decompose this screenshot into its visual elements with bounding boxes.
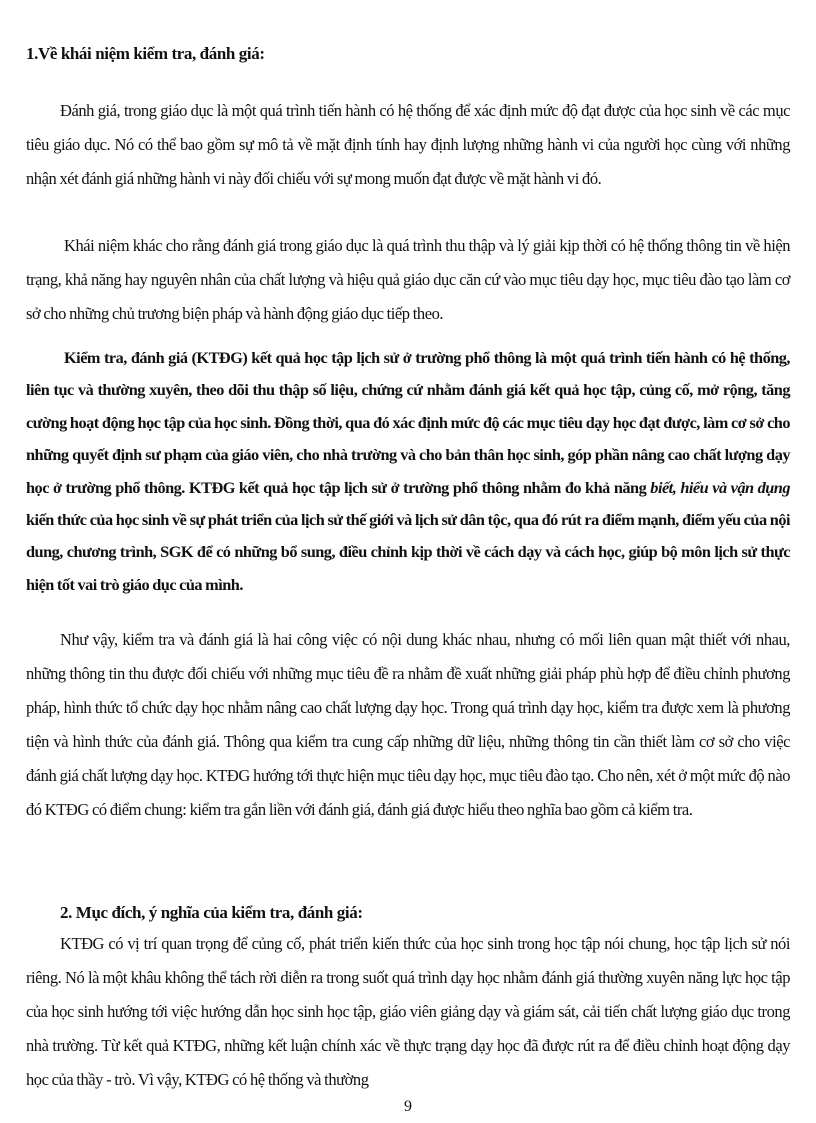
section-1-paragraph-1: Đánh giá, trong giáo dục là một quá trình tiến hành có hệ thống để xác định mức độ đạt được của học sinh về các mục tiêu giáo dục. Nó có thể bao gồm sự mô tả về mặt định tính hay định lượng những hành vi của người học cùng với những nhận xét đánh giá những hành vi này đối chiếu với sự mong muốn đạt được về mặt hành vi đó. <box>26 101 790 188</box>
bold-paragraph-text-start: Kiểm tra, đánh giá (KTĐG) kết quả học tập lịch sử ở trường phổ thông là một quá trình tiến hành có hệ thống, liên tục và thường xuyên, theo dõi thu thập số liệu, chứng cứ nhằm đánh giá kết quả học tập, củng cố, mở rộng, tăng cường hoạt động học tập của học sinh. Đồng thời, qua đó xác định mức độ các mục tiêu dạy học đạt được, làm cơ sở cho những quyết định sư phạm của giáo viên, cho nhà trường và cho bản thân học sinh, góp phần nâng cao chất lượng dạy học ở trường phổ thông. KTĐG kết quả học tập lịch sử ở trường phổ thông nhằm đo khả năng <box>26 348 790 497</box>
bold-paragraph-text-end: kiến thức của học sinh về sự phát triển của lịch sử thế giới và lịch sử dân tộc, qua đó rút ra điểm mạnh, điểm yếu của nội dung, chương trình, SGK để có những bổ sung, điều chỉnh kịp thời về cách dạy và cách học, giúp bộ môn lịch sử thực hiện tốt vai trò giáo dục của mình. <box>26 510 790 594</box>
bold-paragraph-emphasis: biết, hiểu và vận dụng <box>650 477 790 497</box>
section-1-bold-paragraph <box>26 342 790 601</box>
section-2-heading: 2. Mục đích, ý nghĩa của kiểm tra, đánh giá: <box>60 903 363 922</box>
section-2-paragraph: KTĐG có vị trí quan trọng để củng cố, phát triển kiến thức của học sinh trong học tập nói chung, học tập lịch sử nói riêng. Nó là một khâu không thể tách rời diễn ra trong suốt quá trình dạy học nhằm đánh giá thường xuyên năng lực học tập của học sinh hướng tới việc hướng dẫn học sinh học tập, giáo viên giảng dạy và giám sát, cải tiến chất lượng giáo dục trong nhà trường. Từ kết quả KTĐG, những kết luận chính xác về thực trạng dạy học đã được rút ra để điều chỉnh hoạt động dạy học của thầy - trò. Vì vậy, KTĐG có hệ thống và thường <box>26 934 790 1089</box>
section-1-paragraph-2: Khái niệm khác cho rằng đánh giá trong giáo dục là quá trình thu thập và lý giải kịp thời có hệ thống thông tin về hiện trạng, khả năng hay nguyên nhân của chất lượng và hiệu quả giáo dục căn cứ vào mục tiêu dạy học, mục tiêu đào tạo làm cơ sở cho những chủ trương biện pháp và hành động giáo dục tiếp theo. <box>26 236 790 323</box>
section-1-heading: 1.Về khái niệm kiểm tra, đánh giá: <box>26 44 265 63</box>
section-1-closing-paragraph: Như vậy, kiểm tra và đánh giá là hai công việc có nội dung khác nhau, nhưng có mối liên quan mật thiết với nhau, những thông tin thu được đối chiếu với những mục tiêu đề ra nhằm đề xuất những giải pháp phù hợp để điều chỉnh phương pháp, hình thức tổ chức dạy học nhằm nâng cao chất lượng dạy học. Trong quá trình dạy học, kiểm tra được xem là phương tiện và hình thức của đánh giá. Thông qua kiểm tra cung cấp những dữ liệu, những thông tin cần thiết làm cơ sở cho việc đánh giá chất lượng dạy học. KTĐG hướng tới thực hiện mục tiêu dạy học, mục tiêu đào tạo. Cho nên, xét ở một mức độ nào đó KTĐG có điểm chung: kiểm tra gắn liền với đánh giá, đánh giá được hiểu theo nghĩa bao gồm cả kiểm tra. <box>26 630 790 819</box>
page-number: 9 <box>404 1098 412 1115</box>
